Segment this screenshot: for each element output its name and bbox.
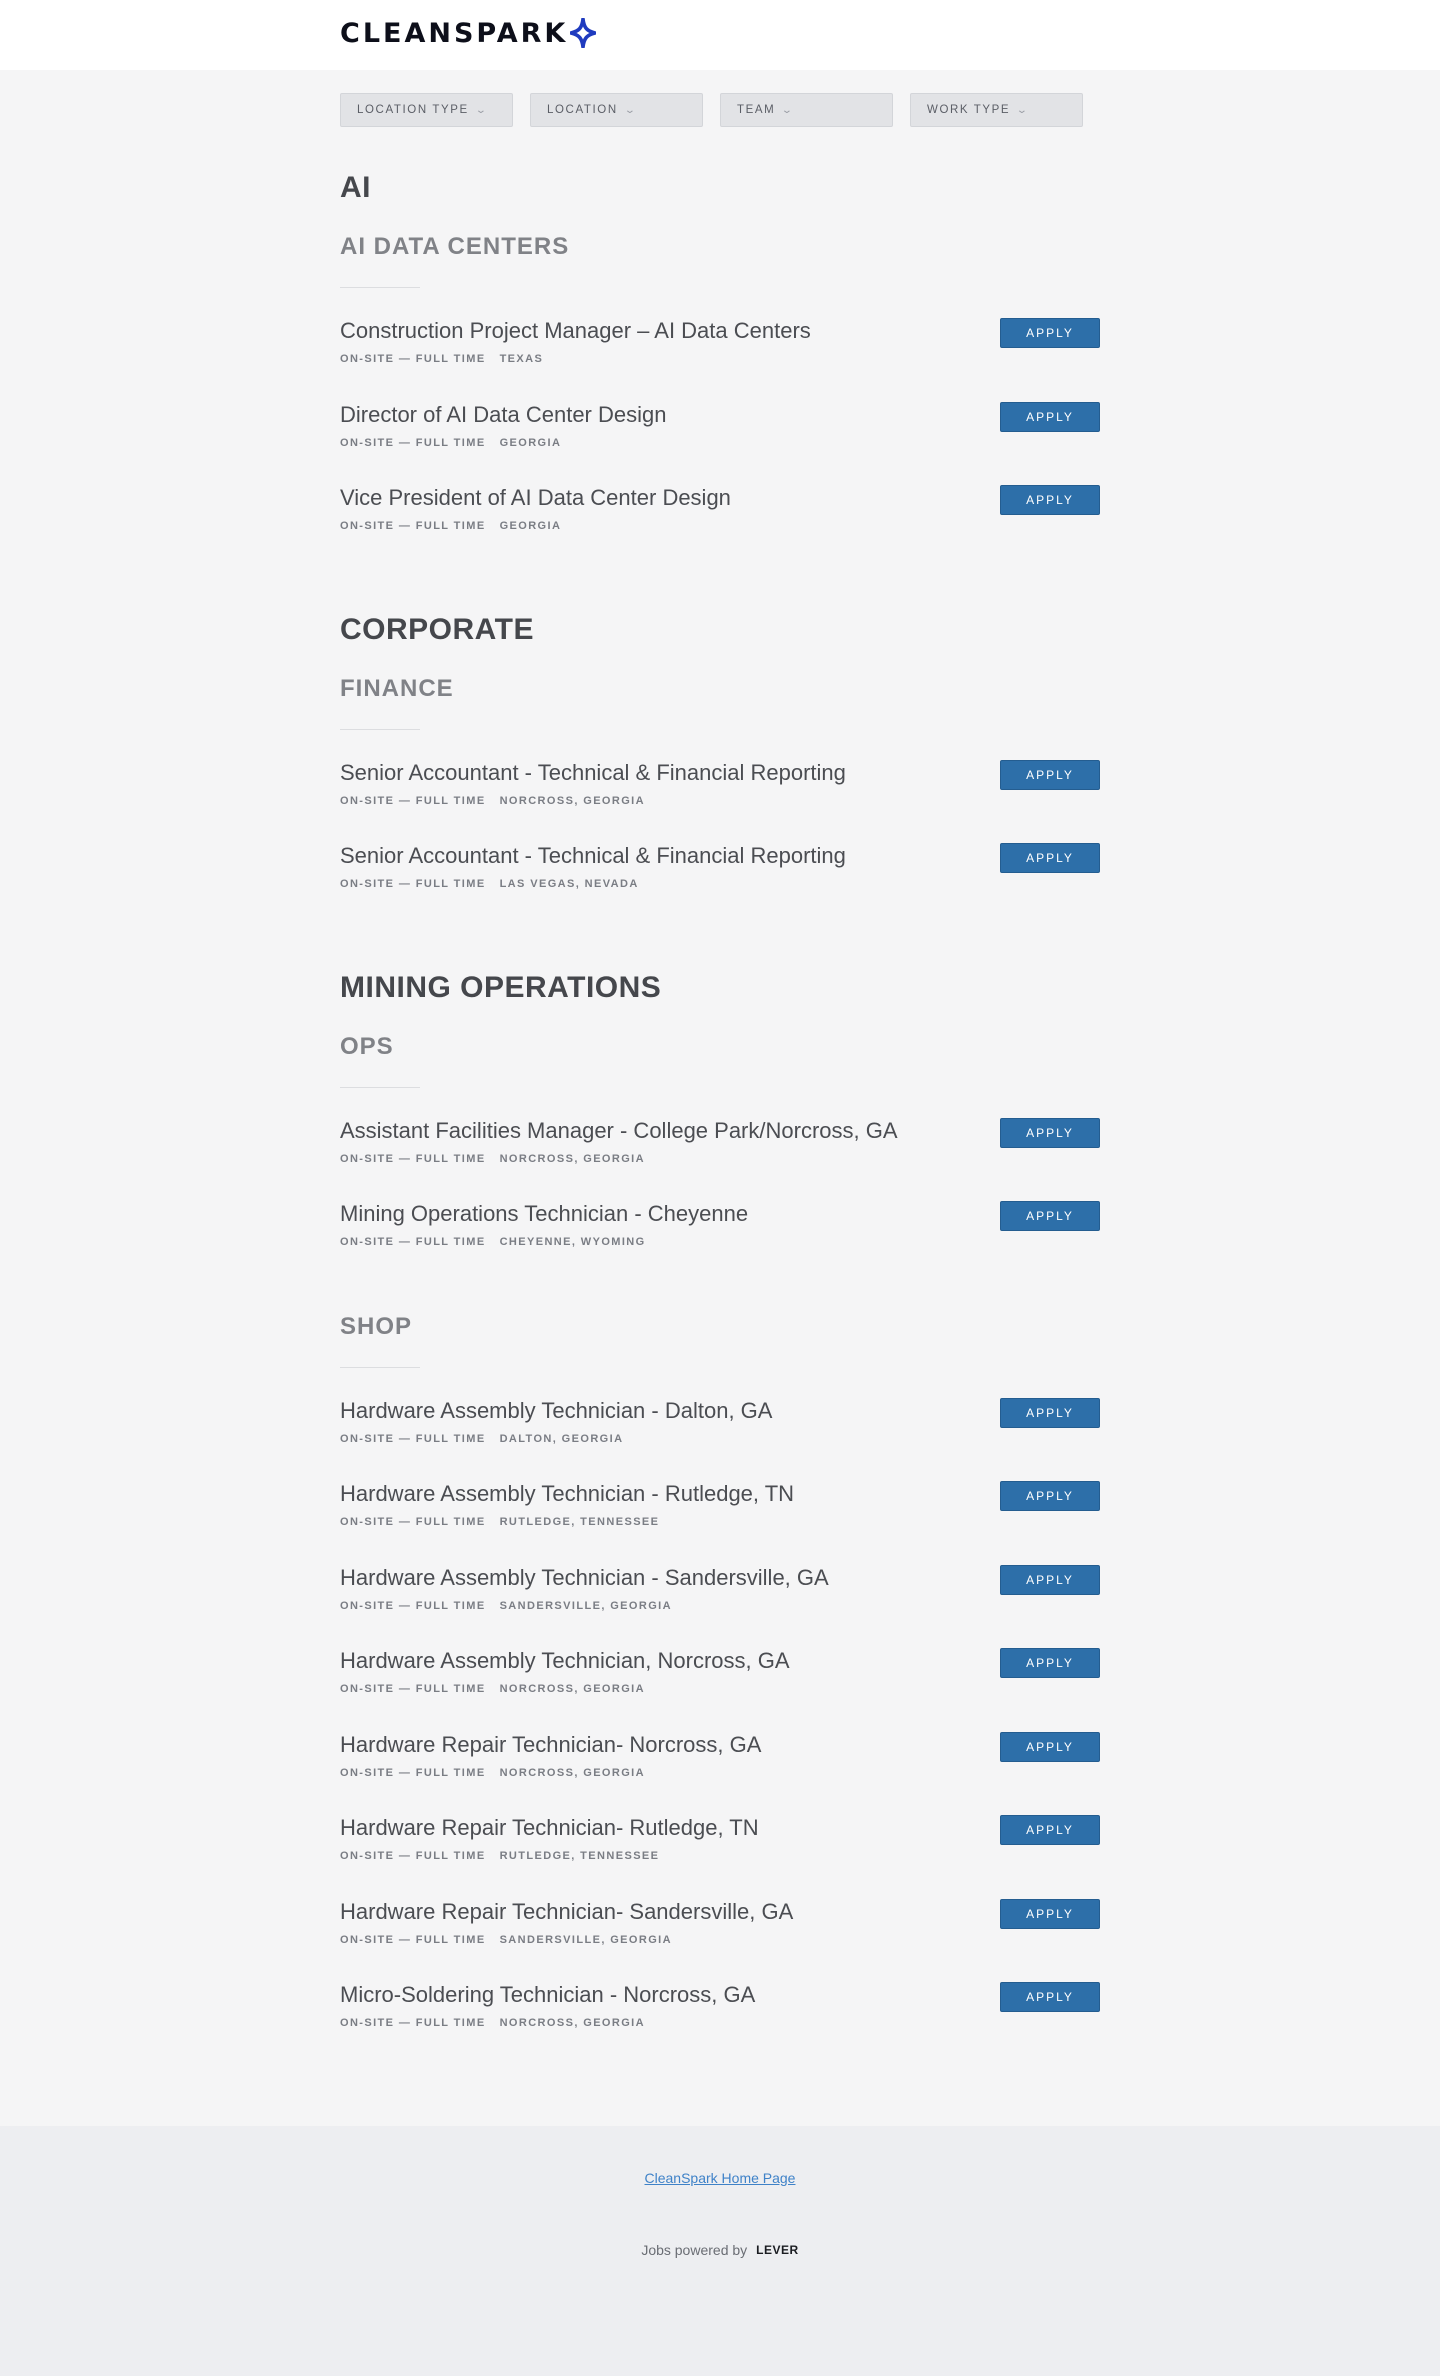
posting-row — [340, 485, 1100, 569]
powered-by-text: Jobs powered by — [641, 2241, 748, 2258]
posting-meta — [340, 1767, 761, 1779]
posting-row — [340, 402, 1100, 486]
posting-row — [340, 843, 1100, 927]
work-type-label: ON-SITE — FULL TIME — [340, 794, 486, 807]
posting-row — [340, 1481, 1100, 1565]
team-block — [340, 1033, 1100, 1285]
postings-main — [340, 93, 1100, 2066]
location-label: LAS VEGAS, NEVADA — [499, 878, 639, 890]
posting-row — [340, 1398, 1100, 1482]
posting-info — [340, 843, 846, 890]
department-title: MINING OPERATIONS — [340, 970, 662, 1004]
powered-by — [641, 2242, 798, 2258]
location-label: GEORGIA — [499, 436, 562, 449]
posting-info — [340, 318, 811, 365]
posting-title-link[interactable]: Vice President of AI Data Center Design — [340, 485, 731, 510]
posting-info — [340, 1732, 761, 1779]
apply-button[interactable]: APPLY — [1000, 1201, 1100, 1231]
apply-button[interactable]: APPLY — [1000, 485, 1100, 515]
apply-button[interactable]: APPLY — [1000, 1398, 1100, 1428]
location-label: SANDERSVILLE, GEORGIA — [499, 1599, 672, 1612]
location-label: GEORGIA — [499, 520, 562, 532]
work-type-label: ON-SITE — FULL TIME — [340, 1236, 486, 1248]
posting-title-link[interactable]: Hardware Repair Technician- Rutledge, TN — [340, 1815, 759, 1840]
posting-info — [340, 485, 731, 532]
work-type-label: ON-SITE — FULL TIME — [340, 878, 486, 890]
work-type-label: ON-SITE — FULL TIME — [340, 2017, 486, 2029]
posting-meta — [340, 520, 731, 532]
posting-meta — [340, 353, 811, 365]
posting-info — [340, 1815, 759, 1862]
posting-row — [340, 760, 1100, 844]
team-divider — [340, 287, 420, 288]
posting-info — [340, 1398, 772, 1445]
location-label: RUTLEDGE, TENNESSEE — [499, 1850, 660, 1862]
home-page-link[interactable]: CleanSpark Home Page — [644, 2169, 796, 2186]
department-section — [340, 171, 1100, 569]
location-label: SANDERSVILLE, GEORGIA — [499, 1933, 672, 1946]
work-type-label: ON-SITE — FULL TIME — [340, 353, 486, 365]
posting-title-link[interactable]: Senior Accountant - Technical & Financial Reporting — [340, 759, 846, 785]
posting-row — [340, 318, 1100, 402]
posting-row — [340, 1648, 1100, 1732]
apply-button[interactable]: APPLY — [1000, 760, 1100, 790]
apply-button[interactable]: APPLY — [1000, 1648, 1100, 1678]
spark-star-icon — [570, 18, 596, 48]
apply-button[interactable]: APPLY — [1000, 1481, 1100, 1511]
posting-meta — [340, 1850, 759, 1862]
location-label: NORCROSS, GEORGIA — [499, 2017, 645, 2029]
posting-info — [340, 1648, 790, 1695]
work-type-label: ON-SITE — FULL TIME — [340, 1683, 486, 1695]
team-title: OPS — [340, 1032, 394, 1060]
team-title: FINANCE — [340, 674, 454, 702]
work-type-label: ON-SITE — FULL TIME — [340, 1599, 486, 1612]
posting-meta — [340, 1433, 772, 1445]
apply-button[interactable]: APPLY — [1000, 402, 1100, 432]
cleanspark-logo[interactable] — [340, 18, 1100, 49]
posting-row — [340, 1982, 1100, 2066]
posting-row — [340, 1815, 1100, 1899]
posting-title-link[interactable]: Construction Project Manager – AI Data Centers — [340, 318, 811, 343]
posting-title-link[interactable]: Micro-Soldering Technician - Norcross, GA — [340, 1982, 756, 2007]
filter-team[interactable] — [720, 93, 893, 127]
work-type-label: ON-SITE — FULL TIME — [340, 1933, 486, 1946]
posting-row — [340, 1565, 1100, 1649]
lever-logo[interactable]: LEVER — [756, 2242, 799, 2257]
posting-meta — [340, 1683, 790, 1695]
apply-button[interactable]: APPLY — [1000, 1565, 1100, 1595]
location-label: NORCROSS, GEORGIA — [499, 1152, 645, 1165]
posting-title-link[interactable]: Mining Operations Technician - Cheyenne — [340, 1201, 749, 1226]
posting-info — [340, 1565, 829, 1612]
departments-list — [340, 171, 1100, 2066]
posting-meta — [340, 1236, 748, 1248]
team-title: AI DATA CENTERS — [340, 233, 570, 260]
filter-location-type[interactable] — [340, 93, 513, 127]
posting-info — [340, 402, 666, 449]
posting-info — [340, 1201, 748, 1248]
team-divider — [340, 1087, 420, 1088]
posting-title-link[interactable]: Assistant Facilities Manager - College Park/Norcross, GA — [340, 1117, 898, 1143]
posting-row — [340, 1899, 1100, 1983]
department-section — [340, 613, 1100, 927]
posting-row — [340, 1732, 1100, 1816]
posting-meta — [340, 795, 846, 807]
chevron-down-icon: ⌄ — [781, 104, 796, 116]
work-type-label: ON-SITE — FULL TIME — [340, 1152, 486, 1165]
team-divider — [340, 1367, 420, 1368]
apply-button[interactable]: APPLY — [1000, 1899, 1100, 1929]
posting-meta — [340, 1516, 794, 1528]
posting-info — [340, 1982, 755, 2029]
posting-row — [340, 1118, 1100, 1202]
work-type-label: ON-SITE — FULL TIME — [340, 1850, 486, 1862]
posting-info — [340, 1899, 793, 1946]
chevron-down-icon: ⌄ — [474, 104, 489, 116]
chevron-down-icon: ⌄ — [623, 104, 638, 116]
posting-title-link[interactable]: Hardware Assembly Technician - Sandersville, GA — [340, 1564, 829, 1590]
location-label: NORCROSS, GEORGIA — [499, 1766, 645, 1779]
location-label: NORCROSS, GEORGIA — [499, 794, 645, 807]
work-type-label: ON-SITE — FULL TIME — [340, 1432, 486, 1445]
filter-work-type[interactable] — [910, 93, 1083, 127]
posting-meta — [340, 878, 846, 890]
filter-label: TEAM — [737, 104, 776, 116]
posting-meta — [340, 1600, 829, 1612]
location-label: CHEYENNE, WYOMING — [499, 1236, 646, 1248]
posting-info — [340, 1118, 898, 1165]
location-label: DALTON, GEORGIA — [499, 1432, 624, 1445]
posting-row — [340, 1201, 1100, 1285]
team-block — [340, 1313, 1100, 2066]
posting-meta — [340, 437, 666, 449]
posting-meta — [340, 2017, 755, 2029]
team-block — [340, 675, 1100, 927]
work-type-label: ON-SITE — FULL TIME — [340, 520, 486, 532]
posting-title-link[interactable]: Hardware Assembly Technician - Dalton, GA — [340, 1397, 773, 1423]
location-label: TEXAS — [499, 353, 544, 365]
department-title: AI — [340, 171, 371, 204]
posting-title-link[interactable]: Senior Accountant - Technical & Financial Reporting — [340, 843, 846, 868]
posting-title-link[interactable]: Hardware Assembly Technician - Rutledge, TN — [340, 1481, 795, 1506]
work-type-label: ON-SITE — FULL TIME — [340, 1516, 486, 1528]
apply-button[interactable]: APPLY — [1000, 1118, 1100, 1148]
filter-label: LOCATION — [547, 104, 618, 116]
filter-label: LOCATION TYPE — [357, 104, 469, 116]
location-label: RUTLEDGE, TENNESSEE — [499, 1516, 660, 1528]
filter-bar — [340, 93, 1100, 127]
posting-title-link[interactable]: Hardware Repair Technician- Sandersville, GA — [340, 1898, 794, 1924]
posting-title-link[interactable]: Director of AI Data Center Design — [340, 401, 667, 427]
apply-button[interactable]: APPLY — [1000, 843, 1100, 873]
location-label: NORCROSS, GEORGIA — [499, 1683, 645, 1695]
posting-title-link[interactable]: Hardware Assembly Technician, Norcross, GA — [340, 1648, 790, 1673]
team-divider — [340, 729, 420, 730]
work-type-label: ON-SITE — FULL TIME — [340, 1766, 486, 1779]
filter-label: WORK TYPE — [927, 104, 1011, 116]
posting-title-link[interactable]: Hardware Repair Technician- Norcross, GA — [340, 1731, 762, 1757]
posting-meta — [340, 1153, 898, 1165]
posting-meta — [340, 1934, 793, 1946]
work-type-label: ON-SITE — FULL TIME — [340, 436, 486, 449]
posting-info — [340, 760, 846, 807]
apply-button[interactable]: APPLY — [1000, 318, 1100, 348]
department-title: CORPORATE — [340, 612, 534, 646]
apply-button[interactable]: APPLY — [1000, 1732, 1100, 1762]
posting-info — [340, 1481, 794, 1528]
team-title: SHOP — [340, 1312, 413, 1340]
team-block — [340, 233, 1100, 569]
chevron-down-icon: ⌄ — [1016, 104, 1031, 116]
apply-button[interactable]: APPLY — [1000, 1815, 1100, 1845]
logo-wordmark: CLEANSPARK — [340, 17, 569, 49]
page-footer — [0, 2126, 1440, 2376]
department-section — [340, 971, 1100, 2066]
filter-location[interactable] — [530, 93, 703, 127]
apply-button[interactable]: APPLY — [1000, 1982, 1100, 2012]
top-bar — [0, 0, 1440, 70]
